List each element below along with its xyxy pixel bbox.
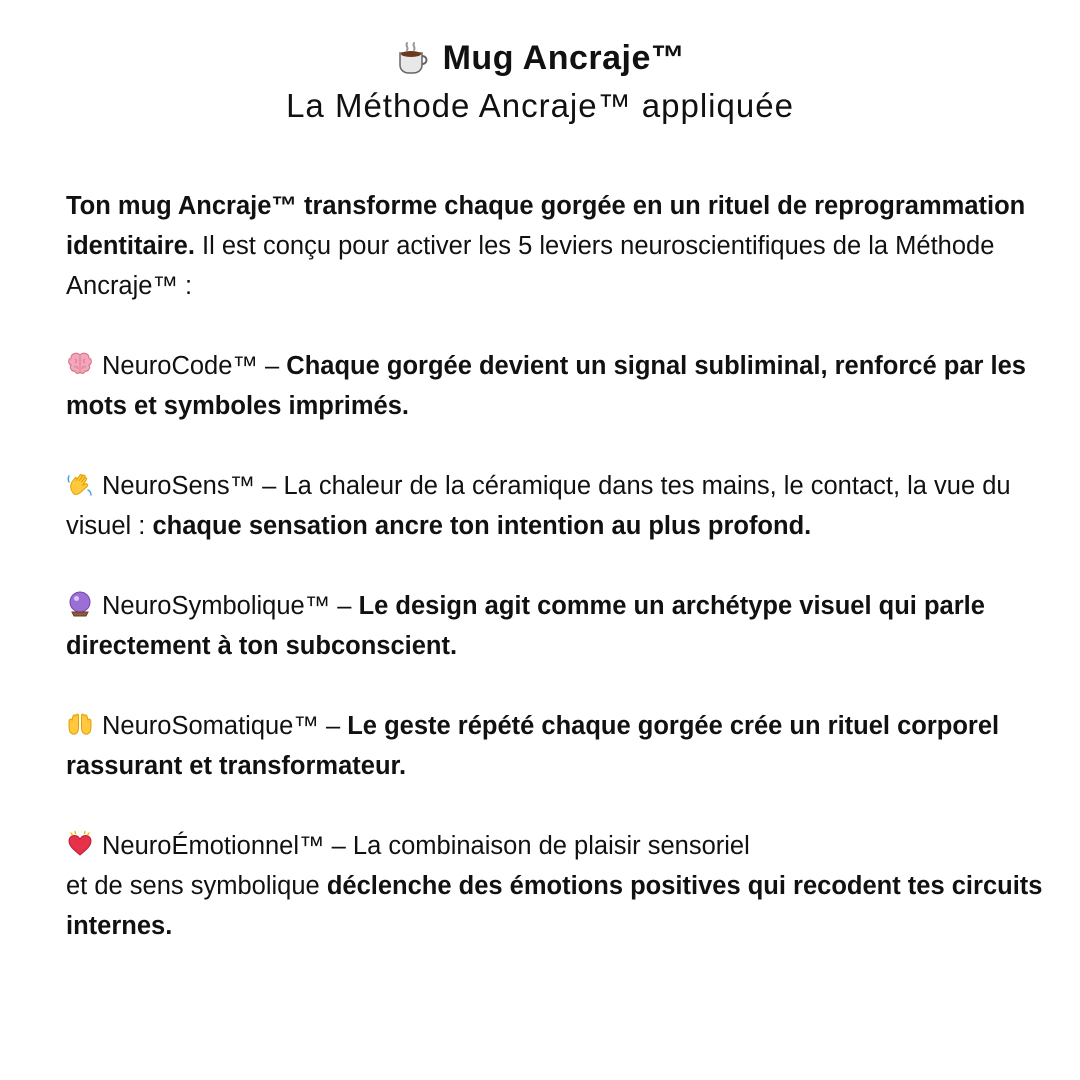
lever-bold: Le design agit comme un archétype visuel qui parle directement à ton subconscient.: [66, 592, 985, 660]
page-title: [0, 36, 1080, 80]
lever-bold: déclenche des émotions positives qui recodent tes circuits internes.: [66, 872, 1043, 940]
lever-plain-line1: La combinaison de plaisir sensoriel: [352, 832, 750, 860]
lever-bold: Le geste répété chaque gorgée crée un rituel corporel rassurant et transformateur.: [66, 712, 1000, 780]
lever-bold: chaque sensation ancre ton intention au plus profond.: [152, 512, 812, 540]
waving-hand-icon: [66, 470, 94, 498]
brain-icon: [66, 350, 94, 378]
crystal-ball-icon: [66, 590, 94, 618]
lever-name: NeuroSymbolique™: [102, 592, 331, 620]
lever-separator: –: [330, 592, 359, 620]
lever-plain: La chaleur de la céramique dans tes mains, le contact, la vue du visuel :: [66, 472, 1011, 540]
content: [66, 186, 1056, 986]
lever-separator: –: [324, 832, 353, 860]
growing-heart-icon: [66, 830, 94, 858]
page-subtitle: La Méthode Ancraje™ appliquée: [286, 87, 794, 124]
lever-name: NeuroSens™: [102, 472, 256, 500]
lever-name: NeuroSomatique™: [102, 712, 319, 740]
intro-bold: Ton mug Ancraje™ transforme chaque gorgée en un rituel de reprogrammation identitaire.: [66, 192, 1026, 260]
title-text: Mug Ancraje™: [442, 39, 686, 77]
lever-neurosymbolique: [66, 586, 1056, 666]
lever-name: NeuroÉmotionnel™: [102, 832, 325, 860]
lever-neuroemotionnel: [66, 826, 1056, 946]
lever-separator: –: [255, 472, 284, 500]
lever-name: NeuroCode™: [102, 352, 258, 380]
lever-plain-line2: et de sens symbolique: [66, 872, 327, 900]
lever-neurocode: [66, 346, 1056, 426]
lever-neurosomatique: [66, 706, 1056, 786]
intro-text: Il est conçu pour activer les 5 leviers neuroscientifiques de la Méthode Ancraje™ :: [66, 232, 995, 300]
intro-paragraph: [66, 186, 1056, 306]
lever-separator: –: [318, 712, 348, 740]
lever-bold: Chaque gorgée devient un signal subliminal, renforcé par les mots et symboles imprimés.: [66, 352, 1026, 420]
lever-separator: –: [257, 352, 287, 380]
coffee-mug-icon: [395, 40, 431, 76]
lever-neurosens: [66, 466, 1056, 546]
header: [0, 36, 1080, 128]
open-hands-icon: [66, 710, 94, 738]
